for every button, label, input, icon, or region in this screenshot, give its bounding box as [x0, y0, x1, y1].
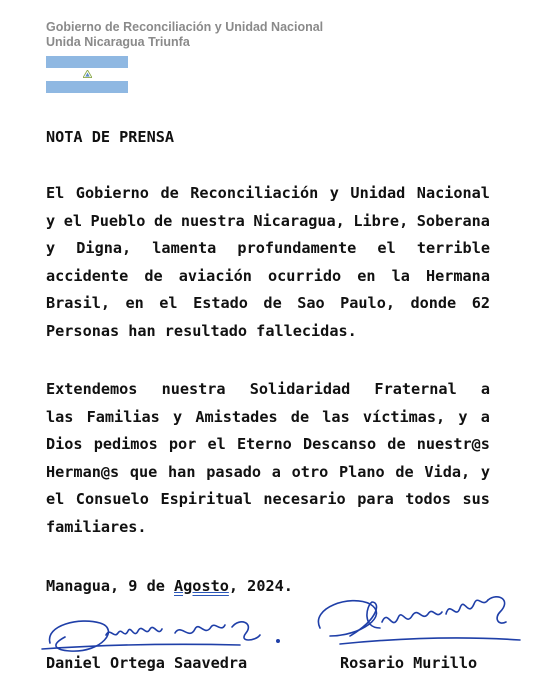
paragraph-line [46, 235, 490, 263]
word: nuestra [161, 380, 226, 398]
paragraph-line [46, 208, 490, 236]
word: el [159, 294, 178, 313]
word: Fraternal [374, 380, 457, 398]
word: Hermana [425, 266, 490, 285]
word: Digna, [76, 239, 132, 258]
word: Brasil, [46, 294, 111, 313]
signatory-name-1: Daniel Ortega Saavedra [46, 654, 248, 672]
word: Sao [297, 294, 325, 313]
word: pasado [206, 462, 262, 481]
word: Estado [193, 294, 248, 313]
paragraph-line [46, 263, 490, 291]
word: Dios [46, 435, 83, 454]
word: y [46, 211, 56, 230]
word: otro [291, 462, 329, 481]
word: a [480, 380, 490, 398]
word: la [391, 266, 410, 285]
word: en [125, 294, 144, 313]
word: Reconciliación [190, 184, 319, 202]
paragraph-line [46, 290, 490, 318]
word: el [63, 211, 82, 230]
word: y [329, 184, 339, 202]
word: de [395, 462, 414, 481]
word: han [168, 462, 196, 481]
paragraph-line [46, 376, 490, 404]
letterhead-line-2: Unida Nicaragua Triunfa [46, 35, 190, 49]
word: y [46, 239, 56, 258]
word: y [480, 462, 490, 481]
word: víctimas, [362, 407, 446, 426]
word: para [357, 490, 394, 509]
word: Herman@s [46, 462, 120, 481]
word: las [46, 407, 74, 426]
paragraph-condolence [46, 180, 490, 346]
word: el [207, 435, 226, 454]
word: todos [405, 490, 451, 509]
word: Libre, [353, 211, 409, 230]
word: Plano [338, 462, 385, 481]
word: de [387, 435, 406, 454]
word: por [168, 435, 197, 454]
paragraph-line [46, 180, 490, 208]
word: Unidad [350, 184, 406, 202]
word: Eterno [236, 435, 292, 454]
word: aviación [178, 266, 252, 285]
word: el [377, 239, 396, 258]
word: Espiritual [160, 490, 252, 509]
word: profundamente [237, 239, 357, 258]
word: pedimos [93, 435, 158, 454]
word: donde [410, 294, 457, 313]
word: sus [462, 490, 490, 509]
signature-daniel-ortega [40, 605, 290, 660]
letterhead [46, 20, 323, 50]
paragraph-line [46, 514, 490, 542]
word: familiares. [46, 517, 147, 536]
paragraph-line [46, 318, 490, 346]
paragraph-line [46, 404, 490, 432]
signature-rosario-murillo [310, 588, 530, 658]
word: Personas [46, 321, 120, 340]
document-title: NOTA DE PRENSA [46, 128, 175, 146]
word: Descanso [302, 435, 377, 454]
nicaragua-flag [46, 56, 128, 93]
word: Amistades [195, 407, 278, 426]
word: Soberana [416, 211, 490, 230]
word: en [357, 266, 376, 285]
word: las [322, 407, 350, 426]
word: fallecidas. [256, 321, 357, 340]
word: nuestr@s [416, 435, 490, 454]
date-month: Agosto [174, 577, 229, 595]
word: de [160, 184, 179, 202]
word: que [129, 462, 158, 481]
word: a [271, 462, 281, 481]
paragraph-line [46, 431, 490, 459]
word: a [480, 407, 490, 426]
word: lamenta [152, 239, 217, 258]
date-prefix: Managua, 9 de [46, 577, 175, 595]
word: Vida, [424, 462, 471, 481]
word: El [46, 184, 65, 202]
word: el [46, 490, 65, 509]
word: de [263, 294, 282, 313]
signatory-name-2: Rosario Murillo [340, 654, 478, 672]
word: necesario [263, 490, 346, 509]
word: Consuelo [75, 490, 149, 509]
word: de [290, 407, 310, 426]
word: han [128, 321, 156, 340]
paragraph-solidarity [46, 376, 490, 542]
word: Pueblo [90, 211, 146, 230]
coat-of-arms-icon [83, 70, 92, 78]
paragraph-line [46, 486, 490, 514]
paragraph-line [46, 459, 490, 487]
word: 62 [471, 294, 490, 313]
word: nuestra [180, 211, 245, 230]
word: Gobierno [75, 184, 149, 202]
word: de [144, 266, 163, 285]
word: terrible [416, 239, 490, 258]
word: y [172, 407, 183, 426]
word: y [458, 407, 468, 426]
date-suffix: , 2024. [228, 577, 293, 595]
word: de [153, 211, 173, 230]
word: accidente [46, 266, 129, 285]
word: Extendemos [46, 380, 138, 398]
word: Solidaridad [249, 380, 351, 398]
word: Nacional [416, 184, 490, 202]
word: Familias [86, 407, 160, 426]
word: Nicaragua, [253, 211, 345, 230]
word: Paulo, [340, 294, 395, 313]
word: ocurrido [267, 266, 342, 285]
letterhead-line-1: Gobierno de Reconciliación y Unidad Nacional [46, 20, 324, 34]
word: resultado [164, 321, 248, 340]
